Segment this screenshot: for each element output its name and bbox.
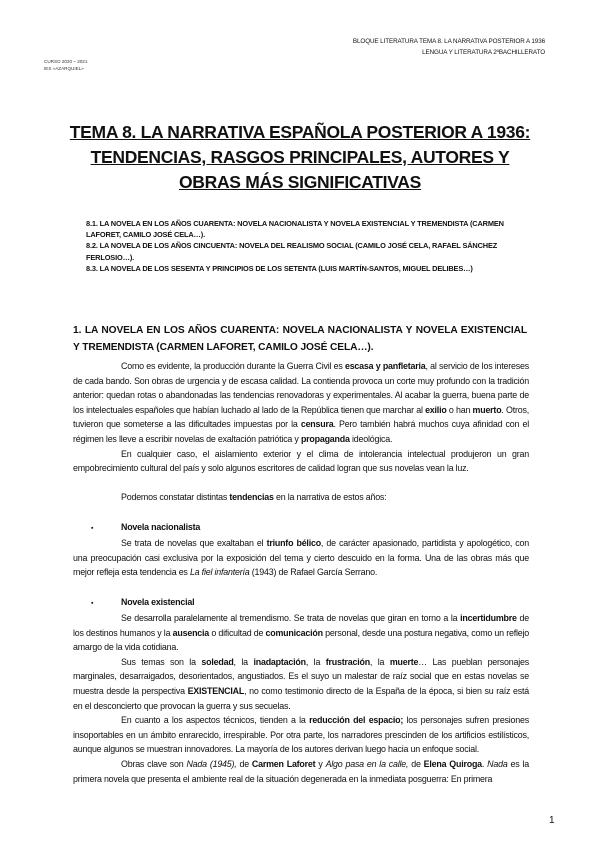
- bold-text: reducción del espacio;: [309, 715, 404, 726]
- text: en la narrativa de estos años:: [273, 492, 387, 503]
- bold-text: escasa y panfletaria: [344, 361, 426, 371]
- header-subject: LENGUA Y LITERATURA 2ºBACHILLERATO: [422, 49, 545, 56]
- text: es la primera novela que presenta el ambiente real de la situación degenerada en la inmediata posguerra: En primera: [73, 759, 529, 784]
- bold-text: tendencias: [229, 492, 274, 503]
- text: los personajes sufren presiones insoportables en un ámbito enrarecido, irrespirable. Por otra parte, los narradores prescinden de los artificios estilísticos, aunque algunos se muestran innovadores. La mayoría de los autores derivan luego hacia un enfoque social.: [73, 715, 530, 755]
- running-header: [353, 36, 545, 58]
- bullet-icon: ▪: [91, 599, 94, 607]
- text: Sus temas son la: [121, 656, 202, 667]
- bold-text: EXISTENCIAL: [187, 686, 245, 697]
- page-number: 1: [549, 815, 555, 826]
- paragraph: [73, 713, 529, 757]
- subsection-heading: [73, 520, 529, 537]
- text: Obras clave son: [121, 759, 187, 770]
- text: , la: [305, 656, 326, 667]
- text: … Las pueblan personajes marginales, desarraigados, desorientados, angustiados. Es el suyo un malestar de raíz social que en estas novelas se muestra desde la perspectiva: [73, 656, 529, 697]
- text: y: [315, 759, 326, 770]
- page-title: TEMA 8. LA NARRATIVA ESPAÑOLA POSTERIOR A 1936: TENDENCIAS, RASGOS PRINCIPALES, AUTORES Y OBRAS MÁS SIGNIFICATIVAS: [69, 122, 531, 192]
- italic-title: Nada: [487, 759, 508, 770]
- text: de: [408, 759, 424, 770]
- bold-text: inadaptación: [253, 656, 306, 667]
- italic-title: Algo pasa en la calle,: [325, 759, 409, 770]
- bold-text: censura: [300, 419, 334, 430]
- subsection-heading: [73, 595, 529, 612]
- text: Se trata de novelas que exaltaban el: [121, 538, 267, 549]
- toc-item: 8.3. LA NOVELA DE LOS SESENTA Y PRINCIPIOS DE LOS SETENTA (LUIS MARTÍN-SANTOS, MIGUEL DELIBES…): [86, 263, 473, 273]
- bold-text: exilio: [425, 404, 447, 415]
- bold-text: Carmen Laforet: [251, 759, 316, 770]
- bold-text: muerto: [472, 404, 502, 415]
- paragraph: [73, 655, 529, 713]
- paragraph: [73, 536, 529, 580]
- bold-text: comunicación: [265, 627, 323, 638]
- text: , no como testimonio directo de la España de la época, si bien su raíz está en el desconcierto que provocan la guerra y sus secuelas.: [73, 686, 529, 711]
- text: ideológica.: [349, 433, 393, 444]
- text: , al servicio de los intereses de cada bando. Son obras de urgencia y de escasa calidad. La contienda provoca un corte muy profundo con la tradición anterior: quedan rotas o abandonadas las tendencias renovadoras y experimentales. Al acabar la guerra, buena parte de los intelectuales españoles que habían luchado al lado de la República tienen que marchar al: [73, 361, 529, 415]
- bold-text: Novela nacionalista: [121, 521, 201, 532]
- text: En cuanto a los aspectos técnicos, tienden a la: [121, 715, 310, 726]
- body-text: [73, 359, 529, 786]
- text: Podemos constatar distintas: [121, 492, 230, 503]
- text: , de carácter apasionado, partidista y apologético, con una preocupación casi exclusiva por la exposición del tema y cierto descuido en la forma. Una de las obras más que mejor refleja esta tendencia es: [73, 538, 530, 578]
- header-course-title: BLOQUE LITERATURA TEMA 8. LA NARRATIVA POSTERIOR A 1936: [352, 38, 545, 45]
- paragraph: [73, 359, 529, 447]
- bold-text: incertidumbre: [460, 613, 517, 624]
- text: , la: [233, 656, 254, 667]
- school-info: [44, 58, 87, 72]
- text: .: [481, 759, 488, 770]
- section-heading: 1. LA NOVELA EN LOS AÑOS CUARENTA: NOVELA NACIONALISTA Y NOVELA EXISTENCIAL Y TREMENDISTA (CARMEN LAFORET, CAMILO JOSÉ CELA…).: [73, 325, 527, 353]
- paragraph: [73, 447, 529, 476]
- paragraph: [73, 611, 529, 655]
- text: o dificultad de: [209, 627, 266, 638]
- table-of-contents: [86, 218, 534, 274]
- text: (1943) de Rafael García Serrano.: [249, 567, 378, 578]
- toc-item: 8.1. LA NOVELA EN LOS AÑOS CUARENTA: NOVELA NACIONALISTA Y NOVELA EXISTENCIAL Y TREMENDISTA (CARMEN LAFORET, CAMILO JOSÉ CELA…).: [86, 219, 504, 240]
- paragraph: [73, 490, 529, 505]
- paragraph: [73, 757, 529, 786]
- text: Como es evidente, la producción durante la Guerra Civil es: [121, 361, 345, 371]
- bold-text: triunfo bélico: [266, 538, 321, 549]
- italic-title: La fiel infantería: [189, 567, 250, 578]
- text: En cualquier caso, el aislamiento exterior y el clima de intolerancia intelectual produjeron un gran empobrecimiento cultural del país y solo algunos escritores de calidad logran que sus novelas vean la luz.: [73, 448, 529, 474]
- text: . Otros, tuvieron que someterse a las dificultades impuestas por la: [73, 404, 529, 430]
- bold-text: muerte: [389, 656, 419, 667]
- school-name: IES «AZARQUIEL»: [44, 66, 84, 71]
- text: Se desarrolla paralelamente al tremendismo. Se trata de novelas que giran en torno a la: [121, 613, 461, 624]
- bold-text: soledad: [201, 656, 234, 667]
- bullet-icon: ▪: [91, 524, 94, 532]
- italic-title: Nada (1945),: [186, 759, 237, 770]
- toc-item: 8.2. LA NOVELA DE LOS AÑOS CINCUENTA: NOVELA DEL REALISMO SOCIAL (CAMILO JOSÉ CELA, RAFAEL SÁNCHEZ FERLOSIO…).: [86, 241, 498, 262]
- text: de: [236, 759, 252, 770]
- text: . Pero también habrá muchos cuya afinidad con el régimen les lleve a escribir novelas de exaltación patriótica y: [73, 419, 529, 444]
- bold-text: frustración: [325, 656, 370, 667]
- bold-text: propaganda: [300, 433, 350, 444]
- text: personal, desde una postura negativa, como un reflejo amargo de la vida cotidiana.: [73, 627, 529, 653]
- text: o han: [446, 404, 473, 415]
- text: , la: [369, 656, 390, 667]
- bold-text: Novela existencial: [121, 596, 195, 607]
- text: de los destinos humanos y la: [73, 613, 529, 638]
- bold-text: Elena Quiroga: [423, 759, 482, 770]
- bold-text: ausencia: [172, 627, 210, 638]
- school-year: CURSO 2020 – 2021: [44, 59, 88, 64]
